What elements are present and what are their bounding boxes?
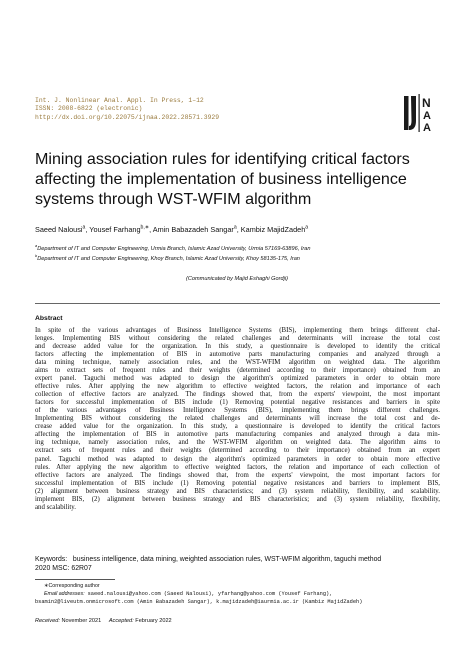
abstract-line: (2) alignment between business strategy and BIS characteristics; and (3) system reliability, flexibility, and scalability.: [35, 487, 440, 495]
affiliation-marker: a: [35, 243, 38, 249]
abstract-line: expert panel. Taguchi method was adapted to design the algorithm's optimized parameters in order to obtain more: [35, 375, 440, 383]
abstract-line: data mining technique, namely association rules, and the WST-WFIM algorithm on weighted data. The algorithm: [35, 359, 440, 367]
abstract-line: ing technique, namely association rules, and the WST-WFIM algorithm on weighted data. The algorithm aims to: [35, 439, 440, 447]
svg-text:A: A: [423, 110, 431, 122]
abstract-line: Implementing BIS without considering the related challenges and determinants will increase the total cost and de-: [35, 415, 440, 423]
footnote-divider: [35, 579, 115, 580]
keywords-label: Keywords:: [35, 556, 68, 563]
ijnaa-logo-icon: [403, 93, 449, 133]
author-name: Amin Babazadeh Sangar: [152, 225, 234, 234]
author-name: Kambiz MajidZadeh: [240, 225, 306, 234]
journal-doi-link[interactable]: http://dx.doi.org/10.22075/ijnaa.2022.28571.3929: [35, 113, 220, 121]
author-affiliation-marker: a: [82, 224, 86, 231]
journal-issn: ISSN: 2008-6822 (electronic): [35, 105, 143, 113]
abstract-heading: Abstract: [35, 315, 63, 322]
paper-title: Mining association rules for identifying critical factors affecting the implementation of business intelligence systems through WST-WFIM algorithm: [35, 150, 410, 208]
affiliation-text: Department of IT and Computer Engineering, Khoy Branch, Islamic Azad University, Khoy 58135-175, Iran: [37, 256, 300, 262]
affiliation-a: [35, 243, 455, 253]
corresponding-note: ∗Corresponding author: [44, 583, 100, 589]
affiliation-marker: b: [35, 253, 38, 259]
received-date: November 2021: [61, 618, 102, 624]
abstract-body: [35, 327, 440, 512]
abstract-line: effective factors are analyzed. The findings showed that, from the experts' viewpoint, the most important factors for: [35, 471, 440, 479]
keywords-text: business intelligence, data mining, weighted association rules, WST-WFIM algorithm, taguchi method: [72, 556, 382, 563]
email-addresses-2[interactable]: bsamin2@liveutm.onmicrosoft.com (Amin Babazadeh Sangar), k.majidzadeh@iaurmia.ac.ir (Kambiz MajidZadeh): [35, 599, 363, 605]
abstract-line: aims to extract sets of frequent rules and their weights (determined according to their importance) obtained from an: [35, 367, 440, 375]
author-name: Yousef Farhang: [89, 225, 141, 234]
svg-text:A: A: [423, 122, 431, 133]
affiliation-b: [35, 253, 455, 263]
email-line-2: [35, 599, 455, 606]
email-line-1: [44, 591, 464, 598]
abstract-line: factors for successful implementation of BIS include (1) Removing potential negative resistances and barriers in spite: [35, 399, 440, 407]
accepted-date: February 2022: [135, 618, 172, 624]
journal-info: [35, 97, 275, 122]
msc-code: 2020 MSC: 62R07: [35, 564, 92, 572]
abstract-line: and decrease added value for the organization. In this study, a questionnaire is developed to identify the critical: [35, 343, 440, 351]
abstract-line: effective rules. After applying the new algorithm to effective weighted factors, the relation and importance of each: [35, 383, 440, 391]
abstract-line: successful implementation of BIS include (1) Removing potential negative resistances and barriers to implement BIS,: [35, 479, 440, 487]
email-label: Email addresses:: [44, 591, 85, 597]
affiliation-text: Department of IT and Computer Engineering, Urmia Branch, Islamic Azad University, Urmia 57169-63896, Iran: [37, 246, 311, 252]
top-divider: [35, 303, 440, 304]
keywords-block: [35, 556, 440, 574]
abstract-line: collection of effective factors are analyzed. The findings showed that, from the experts' viewpoint, the most important: [35, 391, 440, 399]
abstract-line: and scalability.: [35, 503, 76, 511]
abstract-line: implement BIS, (2) alignment between business strategy and BIS characteristics; and (3) system reliability, flexibility,: [35, 495, 440, 503]
author-affiliation-marker: b,∗: [140, 224, 150, 231]
received-label: Received:: [35, 618, 60, 624]
email-addresses-1[interactable]: saeed.nalousi@yahoo.com (Saeed Nalousi), yfarhang@yahoo.com (Yousef Farhang),: [87, 591, 333, 597]
abstract-line: rules. After applying the new algorithm to effective weighted factors, the relation and importance of each collection of: [35, 463, 440, 471]
author-affiliation-marker: a: [233, 224, 237, 231]
abstract-line: factors affecting the implementation of BIS in automotive parts manufacturing companies and analyzed through a: [35, 351, 440, 359]
author-name: Saeed Nalousi: [35, 225, 83, 234]
abstract-line: In spite of the various advantages of Business Intelligence Systems (BIS), implementing them brings different chal-: [35, 327, 440, 334]
journal-citation: Int. J. Nonlinear Anal. Appl. In Press, 1–12: [35, 97, 204, 104]
keywords-line: [35, 556, 440, 565]
abstract-line: panel. Taguchi method was adapted to design the algorithm's optimized parameters in order to obtain more effective: [35, 455, 440, 463]
abstract-line: of the various advantages of Business Intelligence Systems (BIS), implementing them brings different challenges.: [35, 407, 440, 415]
accepted-label: Accepted:: [108, 618, 134, 624]
author-affiliation-marker: a: [305, 224, 309, 231]
communicated-by: (Communicated by Majid Eshaghi Gordji): [186, 276, 288, 282]
author-list: Saeed Nalousi$^a$, Yousef Farhang$^{b,∗}$, Amin Babazadeh Sangar$^a$, Kambiz MajidZadeh$^a$: [35, 224, 309, 234]
abstract-line: extract sets of frequent rules and their weights (determined according to their importance) obtained from an expert: [35, 447, 440, 455]
abstract-line: crease added value for the organization. In this study, a questionnaire is developed to identify the critical factors: [35, 423, 440, 431]
svg-text:N: N: [422, 96, 431, 110]
abstract-line: affecting the implementation of BIS in automotive parts manufacturing companies and analyzed through a data min-: [35, 431, 440, 439]
abstract-line: lenges. Implementing BIS without considering the related challenges and determinants will increase the total cost: [35, 335, 440, 343]
submission-dates: [35, 618, 172, 624]
